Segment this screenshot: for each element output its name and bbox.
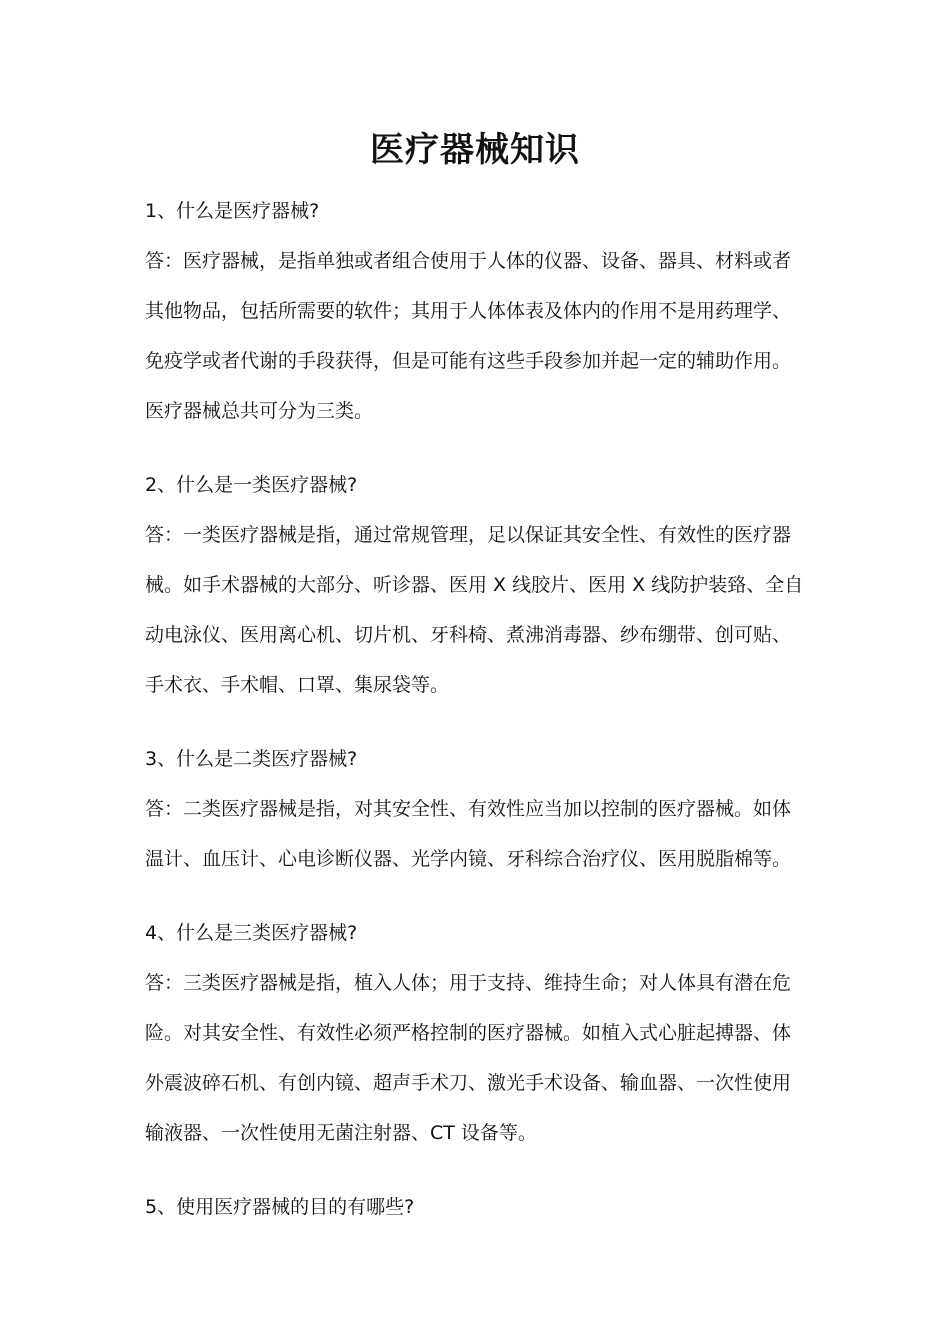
- answer-3-line-2: 温计、血压计、心电诊断仪器、光学内镜、牙科综合治疗仪、医用脱脂棉等。: [145, 848, 792, 870]
- answer-2-line-2: 械。如手术器械的大部分、听诊器、医用 X 线胶片、医用 X 线防护装臵、全自: [145, 574, 804, 596]
- answer-1-line-4: 医疗器械总共可分为三类。: [145, 400, 374, 422]
- answer-2-line-4: 手术衣、手术帽、口罩、集尿袋等。: [145, 674, 450, 696]
- question-2: 2、什么是一类医疗器械?: [145, 474, 358, 496]
- answer-4-line-2: 险。对其安全性、有效性必须严格控制的医疗器械。如植入式心脏起搏器、体: [145, 1022, 792, 1044]
- answer-2-line-3: 动电泳仪、医用离心机、切片机、牙科椅、煮沸消毒器、纱布绷带、创可贴、: [145, 624, 792, 646]
- qa-section-3: [145, 734, 805, 884]
- answer-1-line-1: 答：医疗器械，是指单独或者组合使用于人体的仪器、设备、器具、材料或者: [145, 250, 792, 272]
- qa-section-1: [145, 186, 805, 436]
- document-title: 医疗器械知识: [370, 130, 580, 170]
- answer-4-line-1: 答：三类医疗器械是指，植入人体；用于支持、维持生命；对人体具有潜在危: [145, 972, 792, 994]
- answer-4-line-3: 外震波碎石机、有创内镜、超声手术刀、激光手术设备、输血器、一次性使用: [145, 1072, 792, 1094]
- answer-3-line-1: 答：二类医疗器械是指，对其安全性、有效性应当加以控制的医疗器械。如体: [145, 798, 792, 820]
- document-body: [145, 186, 805, 1256]
- answer-1-line-3: 免疫学或者代谢的手段获得，但是可能有这些手段参加并起一定的辅助作用。: [145, 350, 792, 372]
- question-5: 5、使用医疗器械的目的有哪些?: [145, 1196, 415, 1218]
- qa-section-5: [145, 1182, 805, 1232]
- qa-section-4: [145, 908, 805, 1158]
- answer-4-line-4: 输液器、一次性使用无菌注射器、CT 设备等。: [145, 1122, 537, 1144]
- question-3: 3、什么是二类医疗器械?: [145, 748, 358, 770]
- qa-section-2: [145, 460, 805, 710]
- question-4: 4、什么是三类医疗器械?: [145, 922, 358, 944]
- answer-1-line-2: 其他物品，包括所需要的软件；其用于人体体表及体内的作用不是用药理学、: [145, 300, 792, 322]
- answer-2-line-1: 答：一类医疗器械是指，通过常规管理，足以保证其安全性、有效性的医疗器: [145, 524, 792, 546]
- question-1: 1、什么是医疗器械?: [145, 200, 320, 222]
